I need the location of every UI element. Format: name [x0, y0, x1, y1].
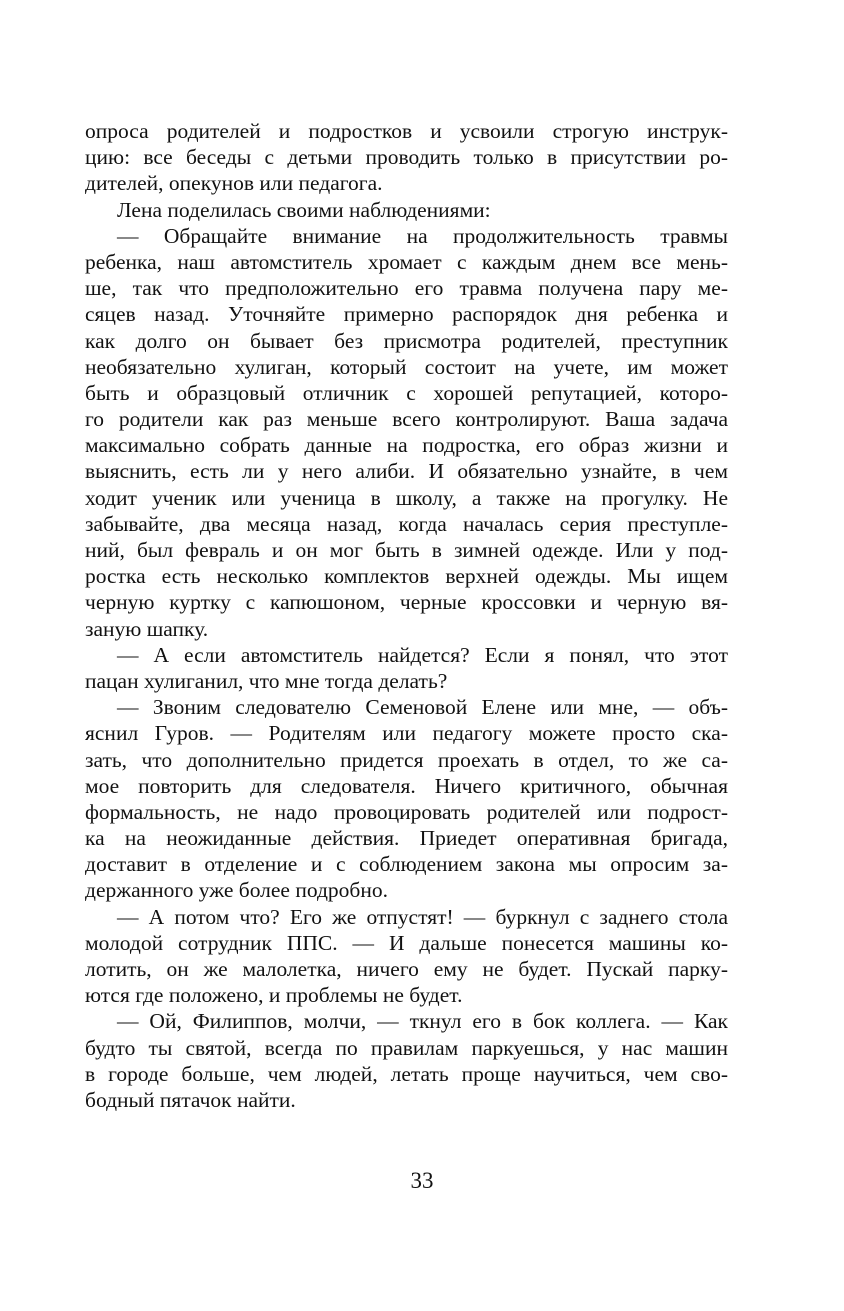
text-line: быть и образцовый отличник с хорошей репутацией, которо- [85, 380, 728, 405]
text-line: сяцев назад. Уточняйте примерно распорядок дня ребенка и [85, 302, 728, 327]
text-line: — Обращайте внимание на продолжительность травмы [117, 223, 728, 248]
text-line: опроса родителей и подростков и усвоили строгую инструк- [85, 119, 728, 143]
text-line: заную шапку. [85, 616, 209, 641]
page-text [85, 118, 728, 1113]
text-line: формальность, не надо провоцировать родителей или подрост- [85, 799, 728, 824]
text-line: бодный пятачок найти. [85, 1087, 296, 1112]
text-line: мое повторить для следователя. Ничего критичного, обычная [85, 773, 728, 798]
text-line: молодой сотрудник ППС. — И дальше понесется машины ко- [85, 930, 728, 955]
text-line: ний, был февраль и он мог быть в зимней одежде. Или у под- [85, 538, 728, 562]
text-line: ходит ученик или ученица в школу, а также на прогулку. Не [85, 485, 728, 510]
text-line: лотить, он же малолетка, ничего ему не будет. Пускай парку- [85, 957, 728, 981]
text-line: пацан хулиганил, что мне тогда делать? [85, 668, 448, 693]
text-line: цию: все беседы с детьми проводить только в присутствии ро- [85, 145, 728, 170]
text-line: яснил Гуров. — Родителям или педагогу можете просто ска- [85, 721, 728, 746]
text-line: Лена поделилась своими наблюдениями: [117, 197, 491, 222]
text-line: ростка есть несколько комплектов верхней одежды. Мы ищем [85, 564, 728, 589]
text-line: необязательно хулиган, который состоит на учете, им может [85, 354, 728, 379]
text-line: ка на неожиданные действия. Приедет оперативная бригада, [85, 826, 728, 851]
text-line: ше, так что предположительно его травма получена пару ме- [85, 276, 728, 301]
text-line: ребенка, наш автомститель хромает с каждым днем все мень- [85, 249, 728, 274]
text-line: черную куртку с капюшоном, черные кроссовки и черную вя- [85, 590, 728, 615]
text-line: выяснить, есть ли у него алиби. И обязательно узнайте, в чем [85, 459, 728, 484]
text-line: зать, что дополнительно придется проехать в отдел, то же са- [85, 747, 728, 772]
text-line: го родители как раз меньше всего контролируют. Ваша задача [85, 407, 728, 432]
text-line: — Ой, Филиппов, молчи, — ткнул его в бок коллега. — Как [117, 1009, 728, 1034]
text-line: доставит в отделение и с соблюдением закона мы опросим за- [85, 852, 728, 877]
text-line: забывайте, два месяца назад, когда началась серия преступле- [85, 511, 728, 536]
text-line: — А если автомститель найдется? Если я понял, что этот [117, 642, 728, 667]
text-line: ются где положено, и проблемы не будет. [85, 983, 463, 1008]
text-line: держанного уже более подробно. [85, 878, 388, 903]
text-line: — Звоним следователю Семеновой Елене или мне, — объ- [117, 695, 728, 720]
text-line: максимально собрать данные на подростка, его образ жизни и [85, 433, 728, 458]
text-line: как долго он бывает без присмотра родителей, преступник [85, 328, 728, 353]
page-number: 33 [410, 1168, 434, 1193]
text-line: — А потом что? Его же отпустят! — буркнул с заднего стола [117, 904, 728, 929]
text-line: будто ты святой, всегда по правилам паркуешься, у нас машин [85, 1035, 728, 1060]
text-line: в городе больше, чем людей, летать проще научиться, чем сво- [85, 1061, 728, 1086]
text-line: дителей, опекунов или педагога. [85, 171, 383, 196]
